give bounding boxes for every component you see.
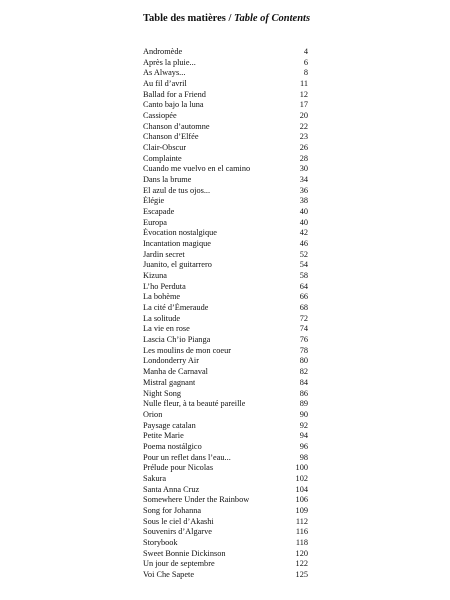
toc-entry-page-number: 89 — [299, 399, 308, 409]
toc-heading-english: Table of Contents — [234, 13, 311, 24]
toc-entry-title: La cité d’Émeraude — [143, 303, 209, 313]
toc-entry-title: Escapade — [143, 207, 175, 217]
toc-entry-title: L’ho Perduta — [143, 281, 186, 291]
toc-entry-title: Cuando me vuelvo en el camino — [143, 164, 251, 174]
toc-entry-page-number: 82 — [299, 367, 308, 377]
toc-entry — [143, 100, 308, 111]
toc-entry — [143, 517, 308, 528]
toc-entry-title: Clair-Obscur — [143, 143, 187, 153]
toc-entry-title: Voi Che Sapete — [143, 569, 195, 579]
toc-entry-page-number: 30 — [299, 164, 308, 174]
toc-entry-title: Poema nostálgico — [143, 441, 202, 451]
toc-entry-page-number: 72 — [299, 313, 308, 323]
toc-entry-title: Après la pluie... — [143, 57, 196, 67]
toc-entry-page-number: 109 — [295, 505, 308, 515]
toc-entry-title: Lascia Ch’io Pianga — [143, 335, 211, 345]
toc-entry-title: Souvenirs d’Algarve — [143, 527, 212, 537]
toc-entry-title: Londonderry Air — [143, 356, 199, 366]
toc-entry-page-number: 76 — [299, 335, 308, 345]
toc-entry-title: Petite Marie — [143, 431, 184, 441]
toc-entry-title: Sweet Bonnie Dickinson — [143, 548, 226, 558]
toc-entry — [143, 527, 308, 538]
toc-entry-page-number: 122 — [295, 559, 308, 569]
toc-entry-title: Andromède — [143, 47, 183, 56]
toc-entry-title: Nulle fleur, à ta beauté pareille — [143, 399, 246, 409]
toc-entry — [143, 474, 308, 485]
toc-entry-title: El azul de tus ojos... — [143, 185, 211, 195]
toc-entry — [143, 260, 308, 271]
toc-entry-page-number: 78 — [299, 345, 308, 355]
toc-entry-page-number: 80 — [299, 356, 308, 366]
toc-entry-page-number: 64 — [299, 281, 308, 291]
toc-entry — [143, 421, 308, 432]
toc-entry-page-number: 125 — [295, 569, 308, 579]
toc-entry-page-number: 28 — [299, 153, 308, 163]
toc-entry-page-number: 106 — [295, 495, 308, 505]
toc-entry-page-number: 54 — [299, 260, 308, 270]
toc-entry-title: Canto bajo la luna — [143, 100, 204, 110]
toc-entry-title: Juanito, el guitarrero — [143, 260, 212, 270]
toc-heading-french: Table des matières — [143, 13, 226, 24]
toc-entry-title: La bohème — [143, 292, 181, 302]
toc-entry — [143, 463, 308, 474]
toc-entry-title: Sous le ciel d’Akashi — [143, 516, 214, 526]
toc-entry — [143, 378, 308, 389]
toc-entry-page-number: 20 — [299, 111, 308, 121]
toc-entry — [143, 79, 308, 90]
toc-entry-page-number: 68 — [299, 303, 308, 313]
toc-entry-title: Song for Johanna — [143, 505, 202, 515]
toc-entry-page-number: 12 — [299, 89, 308, 99]
toc-entry — [143, 228, 308, 239]
toc-entry-title: Au fil d’avril — [143, 79, 187, 89]
toc-entry — [143, 495, 308, 506]
toc-entry-page-number: 42 — [299, 228, 308, 238]
toc-entry-page-number: 17 — [299, 100, 308, 110]
toc-entry-page-number: 84 — [299, 377, 308, 387]
toc-entry-title: Night Song — [143, 388, 182, 398]
toc-entry-page-number: 58 — [299, 271, 308, 281]
toc-entry-page-number: 4 — [303, 47, 308, 56]
toc-entry — [143, 90, 308, 101]
toc-entry — [143, 250, 308, 261]
toc-entry — [143, 442, 308, 453]
toc-entry — [143, 164, 308, 175]
toc-entry-page-number: 120 — [295, 548, 308, 558]
toc-entry-title: Paysage catalan — [143, 420, 196, 430]
toc-entry-title: Chanson d’automne — [143, 121, 210, 131]
toc-entry-title: Complainte — [143, 153, 182, 163]
toc-entry-page-number: 46 — [299, 239, 308, 249]
toc-entry-title: Incantation magique — [143, 239, 211, 249]
toc-entry-title: Kizuna — [143, 271, 167, 281]
toc-entry-title: Mistral gagnant — [143, 377, 196, 387]
toc-entry-title: Dans la brume — [143, 175, 192, 185]
toc-entry-page-number: 86 — [299, 388, 308, 398]
toc-entry-title: Manha de Carnaval — [143, 367, 208, 377]
toc-entry-page-number: 100 — [295, 463, 308, 473]
toc-entry-title: Pour un reflet dans l’eau... — [143, 452, 231, 462]
toc-entry — [143, 570, 308, 581]
toc-entry — [143, 485, 308, 496]
toc-entry — [143, 239, 308, 250]
toc-entry-page-number: 8 — [303, 68, 308, 78]
toc-entry — [143, 314, 308, 325]
toc-entry — [143, 282, 308, 293]
toc-entry-page-number: 116 — [295, 527, 308, 537]
toc-entry — [143, 431, 308, 442]
toc-entry-page-number: 36 — [299, 185, 308, 195]
toc-entry-title: Prélude pour Nicolas — [143, 463, 214, 473]
toc-entry-title: Storybook — [143, 537, 178, 547]
toc-heading — [143, 12, 343, 25]
toc-entry-page-number: 11 — [300, 79, 308, 89]
toc-entry-title: Évocation nostalgique — [143, 228, 217, 238]
toc-entry-page-number: 92 — [299, 420, 308, 430]
toc-entry-page-number: 118 — [295, 537, 308, 547]
toc-entry — [143, 143, 308, 154]
toc-entry-title: Sakura — [143, 473, 167, 483]
toc-entry-title: Somewhere Under the Rainbow — [143, 495, 250, 505]
toc-entry — [143, 453, 308, 464]
toc-entry — [143, 154, 308, 165]
toc-entry — [143, 111, 308, 122]
toc-entry-title: Europa — [143, 217, 167, 227]
toc-entry — [143, 132, 308, 143]
toc-entry-page-number: 90 — [299, 409, 308, 419]
toc-entry — [143, 399, 308, 410]
toc-entry-title: La solitude — [143, 313, 181, 323]
toc-entry-title: Un jour de septembre — [143, 559, 215, 569]
toc-entry-page-number: 22 — [299, 121, 308, 131]
toc-entry-page-number: 40 — [299, 217, 308, 227]
toc-entry — [143, 410, 308, 421]
toc-entry — [143, 186, 308, 197]
toc-entry-page-number: 94 — [299, 431, 308, 441]
toc-entry-title: As Always... — [143, 68, 186, 78]
toc-entry-page-number: 6 — [303, 57, 308, 67]
toc-entry-page-number: 98 — [299, 452, 308, 462]
toc-entry — [143, 271, 308, 282]
toc-entry-title: Chanson d’Elfée — [143, 132, 199, 142]
toc-entry-page-number: 74 — [299, 324, 308, 334]
toc-entry — [143, 549, 308, 560]
toc-entry-page-number: 26 — [299, 143, 308, 153]
toc-entry-page-number: 34 — [299, 175, 308, 185]
toc-heading-separator: / — [225, 13, 235, 24]
toc-entry — [143, 47, 308, 58]
toc-entry-page-number: 104 — [295, 484, 308, 494]
toc-entry-title: Santa Anna Cruz — [143, 484, 200, 494]
toc-entry-title: La vie en rose — [143, 324, 190, 334]
toc-entry — [143, 367, 308, 378]
toc-entry-title: Orion — [143, 409, 163, 419]
toc-entry — [143, 335, 308, 346]
toc-entry — [143, 175, 308, 186]
toc-entry — [143, 346, 308, 357]
toc-entry — [143, 538, 308, 549]
toc-entry-title: Cassiopée — [143, 111, 177, 121]
toc-entry-page-number: 66 — [299, 292, 308, 302]
toc-entry — [143, 122, 308, 133]
toc-entry — [143, 389, 308, 400]
toc-entry-title: Élégie — [143, 196, 165, 206]
toc-entry-title: Les moulins de mon coeur — [143, 345, 232, 355]
toc-entry — [143, 196, 308, 207]
toc-entry-page-number: 112 — [295, 516, 308, 526]
toc-entry — [143, 207, 308, 218]
toc-entry-page-number: 40 — [299, 207, 308, 217]
toc-entry — [143, 324, 308, 335]
toc-entry-page-number: 52 — [299, 249, 308, 259]
toc-entry — [143, 58, 308, 69]
toc-entry — [143, 506, 308, 517]
toc-entry — [143, 68, 308, 79]
toc-entry-page-number: 38 — [299, 196, 308, 206]
toc-entry — [143, 559, 308, 570]
toc-entry — [143, 303, 308, 314]
toc-entry — [143, 356, 308, 367]
toc-entry-title: Jardin secret — [143, 249, 185, 259]
toc-entry-page-number: 102 — [295, 473, 308, 483]
toc-entry — [143, 218, 308, 229]
toc-entry-title: Ballad for a Friend — [143, 89, 206, 99]
toc-list — [143, 47, 308, 581]
toc-entry-page-number: 23 — [299, 132, 308, 142]
toc-entry — [143, 292, 308, 303]
toc-entry-page-number: 96 — [299, 441, 308, 451]
